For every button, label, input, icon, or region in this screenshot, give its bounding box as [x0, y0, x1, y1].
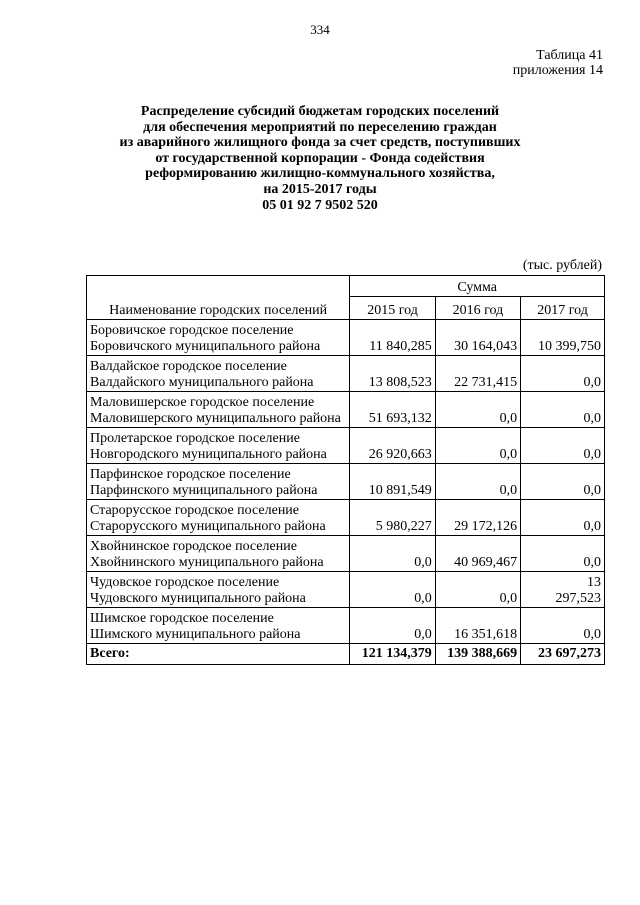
units-label: (тыс. рублей) — [522, 258, 602, 273]
settlement-name-line1: Хвойнинское городское поселение — [90, 539, 297, 554]
settlement-name — [87, 608, 350, 644]
budget-code: 05 01 92 7 9502 520 — [262, 197, 378, 213]
value-2016: 29 172,126 — [435, 500, 520, 536]
settlement-name — [87, 500, 350, 536]
title-line2: для обеспечения мероприятий по переселению граждан — [143, 119, 497, 135]
value-2017: 0,0 — [521, 608, 605, 644]
header-year-2015: 2015 год — [350, 297, 435, 320]
value-2017: 0,0 — [521, 428, 605, 464]
total-2015: 121 134,379 — [350, 644, 435, 665]
value-2017-line1: 13 — [587, 575, 601, 590]
table-row — [87, 500, 605, 536]
header-year-2017: 2017 год — [521, 297, 605, 320]
settlement-name-line2: Шимского муниципального района — [90, 626, 301, 642]
value-2016: 22 731,415 — [435, 356, 520, 392]
title-line5: реформированию жилищно-коммунального хозяйства, — [145, 166, 495, 182]
settlement-name-line1: Парфинское городское поселение — [90, 467, 291, 482]
header-sum: Сумма — [350, 276, 605, 297]
settlement-name-line2: Новгородского муниципального района — [90, 446, 327, 462]
table-ref-line2: приложения 14 — [512, 63, 603, 78]
table-ref-line1: Таблица 41 — [536, 48, 603, 63]
value-2017: 0,0 — [521, 356, 605, 392]
settlement-name — [87, 356, 350, 392]
settlement-name — [87, 320, 350, 356]
table-row — [87, 464, 605, 500]
table-row — [87, 608, 605, 644]
settlement-name-line2: Старорусского муниципального района — [90, 518, 326, 534]
header-row — [87, 276, 605, 297]
value-2017 — [521, 572, 605, 608]
settlement-name — [87, 428, 350, 464]
value-2015: 5 980,227 — [350, 500, 435, 536]
value-2016: 0,0 — [435, 428, 520, 464]
value-2015: 51 693,132 — [350, 392, 435, 428]
value-2017-line2: 297,523 — [555, 590, 601, 606]
settlement-name-line1: Шимское городское поселение — [90, 611, 274, 626]
header-name: Наименование городских поселений — [87, 276, 350, 320]
settlement-name-line2: Хвойнинского муниципального района — [90, 554, 324, 570]
value-2016: 40 969,467 — [435, 536, 520, 572]
settlement-name-line2: Парфинского муниципального района — [90, 482, 318, 498]
settlement-name-line1: Пролетарское городское поселение — [90, 431, 300, 446]
settlement-name — [87, 536, 350, 572]
total-2017: 23 697,273 — [521, 644, 605, 665]
subsidies-table — [86, 275, 605, 665]
title-line1: Распределение субсидий бюджетам городских поселений — [140, 104, 500, 119]
table-row — [87, 428, 605, 464]
settlement-name — [87, 464, 350, 500]
header-year-2016: 2016 год — [435, 297, 520, 320]
value-2017: 0,0 — [521, 464, 605, 500]
page-number: 334 — [310, 22, 330, 37]
title-line4: от государственной корпорации - Фонда содействия — [155, 150, 485, 166]
value-2017: 0,0 — [521, 500, 605, 536]
settlement-name-line1: Боровичское городское поселение — [90, 323, 294, 338]
settlement-name — [87, 392, 350, 428]
value-2015: 11 840,285 — [350, 320, 435, 356]
settlement-name — [87, 572, 350, 608]
total-label: Всего: — [87, 644, 350, 665]
settlement-name-line2: Боровичского муниципального района — [90, 338, 321, 354]
table-row — [87, 572, 605, 608]
settlement-name-line1: Старорусское городское поселение — [90, 503, 300, 518]
table-row — [87, 356, 605, 392]
settlement-name-line2: Валдайского муниципального района — [90, 374, 314, 390]
title-line3: из аварийного жилищного фонда за счет средств, поступивших — [119, 135, 521, 151]
document-title — [0, 104, 640, 213]
title-line6: на 2015-2017 годы — [263, 181, 377, 197]
table-reference — [513, 48, 603, 78]
value-2017: 0,0 — [521, 392, 605, 428]
value-2017: 0,0 — [521, 536, 605, 572]
value-2015: 0,0 — [350, 536, 435, 572]
settlement-name-line1: Маловишерское городское поселение — [90, 395, 315, 410]
value-2015: 10 891,549 — [350, 464, 435, 500]
table-row — [87, 392, 605, 428]
total-2016: 139 388,669 — [435, 644, 520, 665]
value-2016: 0,0 — [435, 392, 520, 428]
settlement-name-line2: Чудовского муниципального района — [90, 590, 306, 606]
value-2016: 0,0 — [435, 464, 520, 500]
value-2016: 0,0 — [435, 572, 520, 608]
table-row — [87, 320, 605, 356]
value-2015: 13 808,523 — [350, 356, 435, 392]
value-2015: 26 920,663 — [350, 428, 435, 464]
settlement-name-line1: Валдайское городское поселение — [90, 359, 287, 374]
settlement-name-line2: Маловишерского муниципального района — [90, 410, 341, 426]
value-2016: 30 164,043 — [435, 320, 520, 356]
settlement-name-line1: Чудовское городское поселение — [90, 575, 280, 590]
value-2015: 0,0 — [350, 572, 435, 608]
value-2015: 0,0 — [350, 608, 435, 644]
table-row — [87, 536, 605, 572]
total-row — [87, 644, 605, 665]
value-2016: 16 351,618 — [435, 608, 520, 644]
value-2017: 10 399,750 — [521, 320, 605, 356]
